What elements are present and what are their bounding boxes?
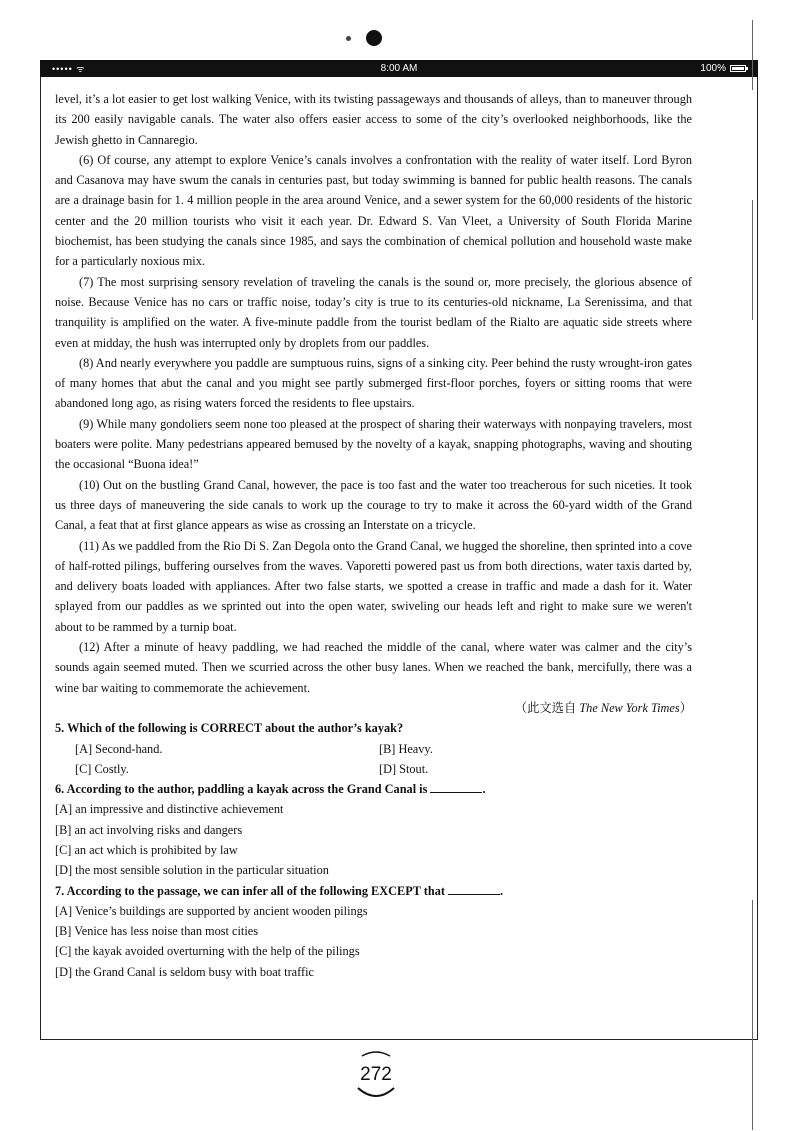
option-row bbox=[75, 739, 692, 759]
paragraph: (7) The most surprising sensory revelation of traveling the canals is the sound or, more precisely, the glorious absence of noise. Because Venice has no cars or traffic noise, today’s city is true to its centuries-old nickname, La Serenissima, and that tranquility is amplified on the water. A five-minute paddle from the tourist bedlam of the Rialto are aquatic side streets where even at midday, the hush was interrupted only by droplets from our paddles. bbox=[55, 274, 692, 350]
option-b: [B] Heavy. bbox=[379, 741, 433, 756]
answer-blank bbox=[430, 782, 482, 793]
camera-icon bbox=[366, 30, 382, 46]
question-6: 6. According to the author, paddling a kayak across the Grand Canal is . bbox=[55, 782, 486, 797]
option-c: [C] the kayak avoided overturning with the help of the pilings bbox=[55, 944, 360, 959]
margin-line bbox=[752, 20, 753, 90]
option-b: [B] Venice has less noise than most cities bbox=[55, 924, 258, 939]
paragraph: (11) As we paddled from the Rio Di S. Zan Degola onto the Grand Canal, we hugged the shoreline, then sprinted into a cove of half-rotted pilings, buffering ourselves from the waves. Vaporetti powered past us from both directions, water taxis darted by, and delivery boats loaded with appliances. After two false starts, we spotted a crease in traffic and made a dash for it. Water splayed from our paddles as we sprinted out into the open water, swiveling our heads left and right to make sure we weren't about to be rammed by a turnip boat. bbox=[55, 538, 692, 634]
paragraph: (6) Of course, any attempt to explore Venice’s canals involves a confrontation with the reality of water itself. Lord Byron and Casanova may have swum the canals in centuries past, but today swimming is banned for public health reasons. The canals are a drainage basin for 1. 4 million people in the area around Venice, and a sewer system for the 60,000 residents of the historic center and the 20 million tourists who visit it each year. Dr. Edward S. Van Vleet, a University of South Florida Marine biochemist, has been studying the canals since 1985, and says the combination of chemical pollution and household waste make for a particularly noxious mix. bbox=[55, 152, 692, 269]
signal-icon: ••••• ᯤ bbox=[52, 64, 86, 74]
question-5: 5. Which of the following is CORRECT about the author’s kayak? bbox=[55, 721, 404, 736]
option-a: [A] an impressive and distinctive achievement bbox=[55, 802, 284, 817]
battery-status bbox=[700, 63, 746, 74]
paragraph: (12) After a minute of heavy paddling, we had reached the middle of the canal, where water was calmer and the city’s sounds again seemed muted. Then we scurried across the other busy lanes. When we reached the bank, mercifully, there was a wine bar waiting to commemorate the achievement. bbox=[55, 640, 692, 695]
option-a: [A] Second-hand. bbox=[75, 741, 163, 756]
option-d: [D] the most sensible solution in the particular situation bbox=[55, 863, 329, 878]
option-c: [C] Costly. bbox=[75, 761, 129, 776]
option-row bbox=[75, 759, 692, 779]
paragraph: (10) Out on the bustling Grand Canal, however, the pace is too fast and the water too treacherous for such niceties. It took us three days of maneuvering the side canals to work up the courage to try to make it across the 60-yard width of the Grand Canal, a feat that at first glance appears as wise as crossing an Interstate on a tricycle. bbox=[55, 477, 692, 533]
paragraph: (9) While many gondoliers seem none too pleased at the prospect of sharing their waterways with nonpaying travelers, most boaters were polite. Many pedestrians appeared bemused by the novelty of a kayak, snapping photographs, waving and shouting the occasional “Buona idea!” bbox=[55, 416, 692, 472]
source-title: The New York Times bbox=[579, 700, 680, 715]
page-number-text: 272 bbox=[360, 1064, 392, 1085]
status-time: 8:00 AM bbox=[380, 63, 418, 74]
margin-line bbox=[752, 200, 753, 320]
option-a: [A] Venice’s buildings are supported by ancient wooden pilings bbox=[55, 903, 368, 918]
option-d: [D] Stout. bbox=[379, 761, 429, 776]
battery-percent: 100% bbox=[700, 63, 726, 74]
battery-icon bbox=[730, 65, 746, 72]
article-body bbox=[55, 89, 692, 982]
sensor-icon bbox=[346, 36, 351, 41]
question-7: 7. According to the passage, we can infer all of the following EXCEPT that . bbox=[55, 883, 504, 898]
answer-blank bbox=[448, 884, 500, 895]
option-c: [C] an act which is prohibited by law bbox=[55, 842, 238, 857]
status-bar bbox=[40, 60, 758, 77]
source-citation: （此文选自 The New York Times） bbox=[514, 700, 692, 715]
paragraph: level, it’s a lot easier to get lost walking Venice, with its twisting passageways and thousands of alleys, than to maneuver through its 200 easily navigable canals. The water also offers easier access to some of the city’s overlooked neighborhoods, like the Jewish ghetto in Cannaregio. bbox=[55, 92, 692, 147]
paragraph: (8) And nearly everywhere you paddle are sumptuous ruins, signs of a sinking city. Peer behind the rusty wrought-iron gates of many homes that abut the canal and you might see partly submerged first-floor porches, foyers or sitting rooms that were abandoned long ago, as rising waters forced the residents to flee upstairs. bbox=[55, 355, 692, 411]
page-number bbox=[352, 1048, 400, 1104]
margin-line bbox=[752, 900, 753, 1130]
option-b: [B] an act involving risks and dangers bbox=[55, 822, 243, 837]
option-d: [D] the Grand Canal is seldom busy with boat traffic bbox=[55, 964, 314, 979]
